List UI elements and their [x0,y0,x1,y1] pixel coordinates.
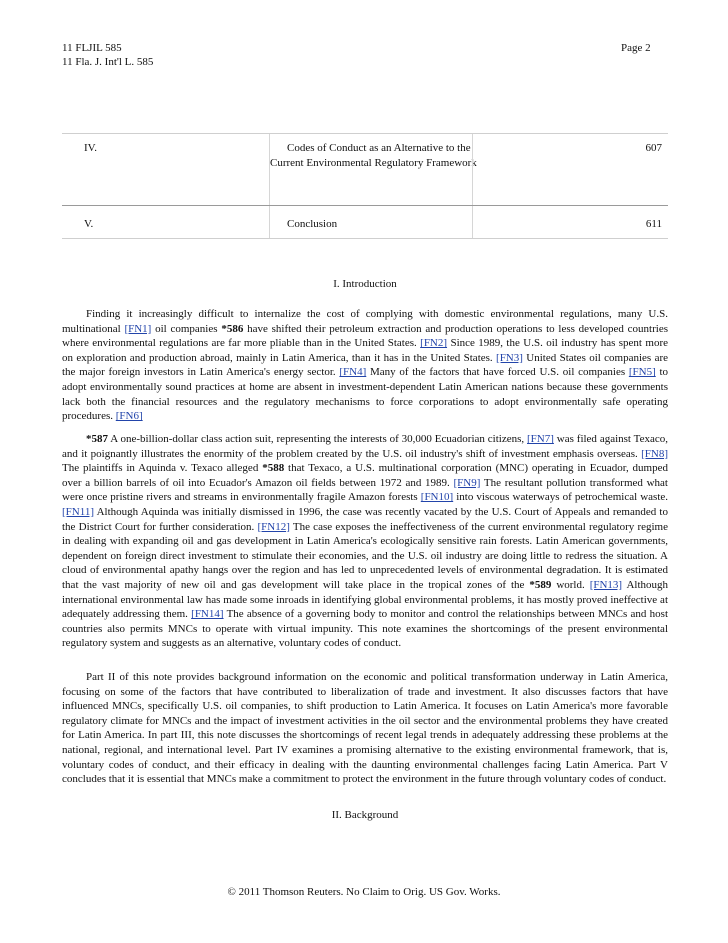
footnote-link[interactable]: [FN9] [453,476,481,489]
toc-number: V. [84,218,94,230]
paragraph-text: Many of the factors that have forced U.S. oil companies [366,366,629,379]
paragraph-text: into viscous waterways of petrochemical waste. [453,491,669,504]
footnote-link[interactable]: [FN14] [191,608,224,621]
paragraph-2 [62,432,668,651]
toc-column-divider [472,134,473,205]
toc-divider [62,238,668,239]
footnote-link[interactable]: [FN4] [339,366,367,379]
star-page-marker: *589 [529,578,552,591]
toc-divider [62,205,668,206]
footnote-link[interactable]: [FN2] [420,337,448,350]
paragraph-text: have shifted their petroleum extraction and production operations to less developed countries where environmental regulations are far more pliable than in the United States. [62,322,668,350]
footnote-link[interactable]: [FN5] [628,366,656,379]
page-label: Page 2 [621,42,651,54]
paragraph-text: was filed against Texaco, and it poignantly illustrates the enormity of the problem created by the U.S. oil industry's shift of investment emphasis overseas. [62,433,669,460]
paragraph-text: The resultant pollution transformed what were once pristine rivers and streams in environmentally fragile Amazon forests [62,476,668,504]
footnote-link[interactable]: [FN10] [420,491,454,504]
paragraph-text: Although Aquinda was initially dismissed in 1996, the case was recently vacated by the U.S. Court of Appeals and remanded to the District Court for further consideration. [62,505,668,533]
toc-page: 611 [645,218,662,230]
paragraph-text: The absence of a governing body to monitor and control the relationships between MNCs and host countries also permits MNCs to operate with virtual impunity. This note examines the shortcomings of the present environmental regulatory system and suggests as an alternative, voluntary codes of conduct. [62,608,668,650]
paragraph-text: The plaintiffs in Aquinda v. Texaco alleged [62,462,263,475]
paragraph-text: to adopt environmentally sound practices at home are absent in investment-dependent Latin American nations because these governments lack both the financial resources and the regulatory mechanisms to force corporations to adopt environmentally safe operating procedures. [62,366,668,423]
paragraph-text: that Texaco, a U.S. multinational corporation (MNC) operating in Ecuador, dumped over a billion barrels of oil into Ecuador's Amazon oil fields between 1972 and 1989. [62,462,668,489]
toc-column-divider [269,206,270,238]
star-page-marker: *586 [221,322,244,335]
footnote-link[interactable]: [FN13] [589,578,623,591]
paragraph-text: Finding it increasingly difficult to internalize the cost of complying with domestic environmental regulations, many U.S. multinational [62,308,668,335]
footnote-link[interactable]: [FN12] [257,520,290,533]
footnote-link[interactable]: [FN6] [115,410,143,423]
toc-title: Codes of Conduct as an Alternative to the Current Environmental Regulatory Framework [270,142,477,169]
paragraph-text: oil companies [151,322,222,335]
section-heading-background: II. Background [331,809,399,821]
toc-number: IV. [84,142,97,154]
star-page-marker: *587 [86,433,108,445]
paragraph-text: Although international environmental law has made some inroads in identifying global environmental problems, it has mostly proved ineffective at adequately addressing them. [62,578,668,621]
citation-fla-j: 11 Fla. J. Int'l L. 585 [62,56,154,68]
paragraph-text: world. [551,578,590,591]
toc-column-divider [472,206,473,238]
toc-divider [62,133,668,134]
footnote-link[interactable]: [FN3] [496,351,523,364]
toc-title: Conclusion [287,218,338,230]
footnote-link[interactable]: [FN1] [124,322,152,335]
paragraph-3 [62,670,668,787]
footnote-link[interactable]: [FN11] [62,505,94,518]
copyright-footer: © 2011 Thomson Reuters. No Claim to Orig. US Gov. Works. [227,886,501,898]
paragraph-text: Since 1989, the U.S. oil industry has spent more on exploration and production abroad, mainly in Latin America, than it has in the United States. [62,337,668,364]
footnote-link[interactable]: [FN8] [641,447,668,460]
paragraph-text: United States oil companies are the major foreign investors in Latin America's energy sector. [62,351,668,379]
paragraph-text: The case exposes the ineffectiveness of the current environmental regulatory regime in dealing with expanding oil and gas development in Latin America's ecologically sensitive rain forests. Latin American governments, dependent on foreign direct investment to stimulate their economies, and the U.S. oil industry are doing little to redress the situation. A cloud of environmental apathy hangs over the region and has led to unprecedented levels of environmental degradation. It is estimated that the vast majority of new oil and gas development will take place in the tropical zones of the [62,520,668,591]
paragraph-text: Part II of this note provides background information on the economic and political transformation underway in Latin America, focusing on some of the factors that have contributed to liberalization of trade and investment. It also discusses factors that have influenced MNCs, specifically U.S. oil companies, to shift production to Latin America. It focuses on Latin America's more favorable regulatory climate for MNCs and the impact of investment activities in the oil sector and the environmental problems they have created for Latin America. In part III, this note discusses the shortcomings of recent legal trends in adequately addressing these problems at the national, regional, and international level. Part IV examines a promising alternative to the existing environmental framework, that is, voluntary codes of conduct, and their efficacy in dealing with the daunting environmental challenges facing Latin America. Part V concludes that it is essential that MNCs make a commitment to protect the environment in the future through voluntary codes of conduct. [62,671,668,786]
toc-column-divider [269,134,270,205]
toc-page: 607 [645,142,662,154]
citation-flj: 11 FLJIL 585 [62,42,122,54]
paragraph-1 [62,307,668,424]
paragraph-text: A one-billion-dollar class action suit, representing the interests of 30,000 Ecuadorian citizens, [108,433,528,445]
star-page-marker: *588 [262,462,285,475]
footnote-link[interactable]: [FN7] [527,433,554,445]
section-heading-introduction: I. Introduction [333,278,397,290]
citation-block [62,41,153,69]
